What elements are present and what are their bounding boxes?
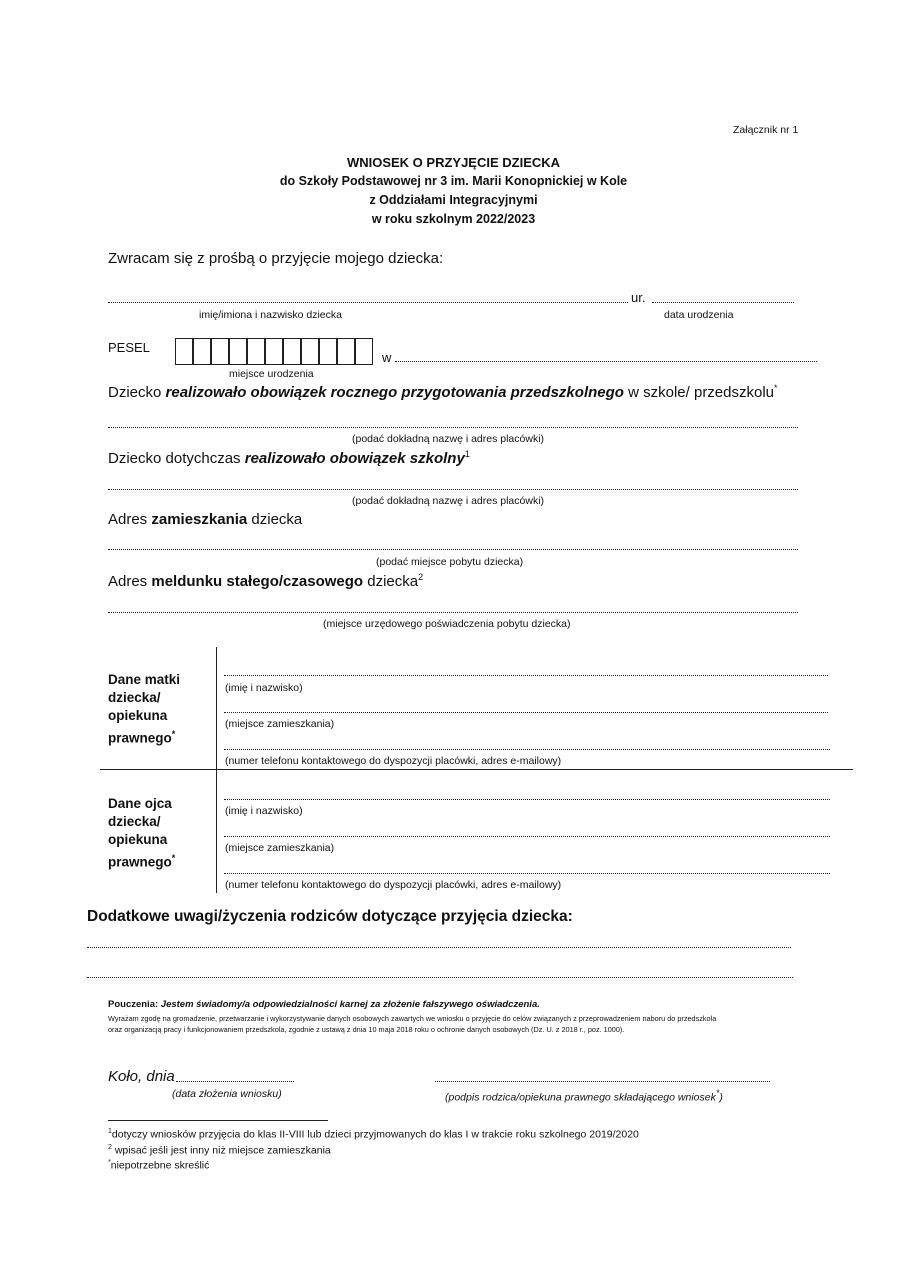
mother-label-line2: dziecka/: [108, 690, 161, 705]
father-sup: *: [171, 853, 176, 863]
intro-text: Zwracam się z prośbą o przyjęcie mojego dziecka:: [108, 250, 444, 267]
father-name-caption: (imię i nazwisko): [225, 805, 303, 817]
school-caption: (podać dokładną nazwę i adres placówki): [352, 495, 545, 507]
father-contact-caption: (numer telefonu kontaktowego do dyspozycji placówki, adres e-mailowy): [225, 879, 562, 891]
pesel-digit-box[interactable]: [283, 338, 301, 365]
registration-bold: meldunku stałego/czasowego: [151, 573, 364, 590]
preschool-post: w szkole/ przedszkolu: [623, 384, 775, 401]
mother-contact-caption: (numer telefonu kontaktowego do dyspozycji placówki, adres e-mailowy): [225, 755, 562, 767]
pesel-digit-box[interactable]: [355, 338, 373, 365]
form-title: WNIOSEK O PRZYJĘCIE DZIECKA: [346, 155, 561, 170]
form-subtitle-school: do Szkoły Podstawowej nr 3 im. Marii Konopnickiej w Kole: [279, 174, 628, 188]
father-name-field[interactable]: [224, 799, 830, 800]
pesel-digit-box[interactable]: [337, 338, 355, 365]
mother-label-line3: opiekuna: [108, 708, 168, 723]
footnote-1: [108, 1128, 639, 1141]
footnote-1-text: dotyczy wniosków przyjęcia do klas II-VIII lub dzieci przyjmowanych do klas I w trakcie roku szkolnego 2019/2020: [111, 1128, 639, 1141]
school-sup: 1: [464, 449, 470, 459]
mother-name-field[interactable]: [224, 675, 828, 676]
registration-caption: (miejsce urzędowego poświadczenia pobytu dziecka): [323, 618, 571, 630]
form-subtitle-year: w roku szkolnym 2022/2023: [371, 212, 536, 226]
consent-line2: oraz organizacją pracy i funkcjonowaniem przedszkola, zgodnie z ustawą z dnia 10 maja 2018 roku o ochronie danych osobowych (Dz. U. z 2018 r., poz. 1000).: [108, 1025, 625, 1034]
footnote-3-sup: *: [108, 1159, 111, 1166]
residence-bold: zamieszkania: [151, 511, 248, 528]
remarks-heading: Dodatkowe uwagi/życzenia rodziców dotyczące przyjęcia dziecka:: [87, 908, 573, 925]
mother-sup: *: [171, 729, 176, 739]
preschool-field[interactable]: [108, 427, 798, 428]
school-field[interactable]: [108, 489, 798, 490]
parents-vertical-divider: [216, 647, 217, 893]
w-label: w: [382, 350, 392, 365]
signature-caption-sup: *: [715, 1088, 720, 1098]
preschool-pre: Dziecko: [108, 384, 166, 401]
notice-statement: [108, 999, 540, 1010]
signature-caption: [445, 1088, 723, 1104]
child-name-caption: imię/imiona i nazwisko dziecka: [199, 309, 342, 321]
date-field[interactable]: [176, 1081, 294, 1082]
footnote-1-sup: 1: [108, 1128, 112, 1135]
parents-horizontal-divider: [100, 769, 853, 770]
date-caption: (data złożenia wniosku): [172, 1088, 282, 1100]
signature-field[interactable]: [435, 1081, 770, 1082]
child-name-field[interactable]: [108, 302, 628, 303]
birthplace-caption: miejsce urodzenia: [229, 368, 314, 380]
preschool-sup: *: [774, 383, 778, 393]
pesel-label: PESEL: [108, 340, 150, 355]
residence-pre: Adres: [108, 511, 152, 528]
mother-label-line1: Dane matki: [108, 672, 181, 687]
pesel-digit-box[interactable]: [319, 338, 337, 365]
preschool-question: [108, 383, 778, 401]
father-label-line3: opiekuna: [108, 832, 168, 847]
birthdate-caption: data urodzenia: [664, 309, 734, 321]
mother-section-label: [108, 671, 180, 748]
pesel-digit-box[interactable]: [301, 338, 319, 365]
school-bold: realizowało obowiązek szkolny: [244, 450, 465, 467]
preschool-caption: (podać dokładną nazwę i adres placówki): [352, 433, 545, 445]
signature-caption-close: ): [719, 1091, 723, 1104]
remarks-field-line2[interactable]: [87, 977, 793, 978]
mother-address-field[interactable]: [224, 712, 828, 713]
footnote-3-text: niepotrzebne skreślić: [110, 1159, 210, 1172]
residence-caption: (podać miejsce pobytu dziecka): [376, 556, 524, 568]
place-date-label: Koło, dnia: [108, 1068, 175, 1085]
school-question: [108, 449, 470, 467]
footnote-3: [108, 1159, 209, 1172]
mother-contact-field[interactable]: [224, 749, 830, 750]
mother-name-caption: (imię i nazwisko): [225, 682, 303, 694]
footnote-2-text: wpisać jeśli jest inny niż miejsce zamieszkania: [111, 1144, 331, 1157]
remarks-field-line1[interactable]: [87, 947, 791, 948]
father-contact-field[interactable]: [224, 873, 830, 874]
footnote-separator: [108, 1120, 328, 1121]
pesel-digit-box[interactable]: [211, 338, 229, 365]
residence-field[interactable]: [108, 549, 798, 550]
residence-post: dziecka: [247, 511, 303, 528]
birthdate-field[interactable]: [652, 302, 794, 303]
pesel-digit-box[interactable]: [175, 338, 193, 365]
attachment-label: Załącznik nr 1: [733, 124, 799, 136]
registration-field[interactable]: [108, 612, 798, 613]
school-pre: Dziecko dotychczas: [108, 450, 245, 467]
pesel-digit-box[interactable]: [265, 338, 283, 365]
residence-question: [108, 511, 302, 528]
preschool-bold: realizowało obowiązek rocznego przygotowania przedszkolnego: [165, 384, 624, 401]
mother-address-caption: (miejsce zamieszkania): [225, 718, 335, 730]
registration-sup: 2: [418, 572, 424, 582]
father-address-field[interactable]: [224, 836, 830, 837]
form-subtitle-integration: z Oddziałami Integracyjnymi: [369, 193, 538, 207]
pesel-digit-box[interactable]: [229, 338, 247, 365]
registration-post: dziecka: [363, 573, 419, 590]
registration-pre: Adres: [108, 573, 152, 590]
mother-label-line4: prawnego: [108, 730, 172, 746]
consent-line1: Wyrażam zgodę na gromadzenie, przetwarzanie i wykorzystywanie danych osobowych zawartych we wniosku o przyjęcie do celów związanych z przeprowadzeniem naboru do przedszkola: [108, 1014, 717, 1023]
father-section-label: [108, 795, 175, 872]
father-label-line2: dziecka/: [108, 814, 161, 829]
footnote-2-sup: 2: [108, 1144, 112, 1151]
pesel-digit-box[interactable]: [193, 338, 211, 365]
pesel-digit-box[interactable]: [247, 338, 265, 365]
birthplace-field[interactable]: [395, 361, 817, 362]
notice-label: Pouczenia:: [108, 999, 161, 1010]
father-address-caption: (miejsce zamieszkania): [225, 842, 335, 854]
notice-statement-text: Jestem świadomy/a odpowiedzialności karnej za złożenie fałszywego oświadczenia.: [160, 999, 540, 1010]
footnote-2: [108, 1144, 331, 1157]
father-label-line4: prawnego: [108, 854, 172, 870]
signature-caption-text: (podpis rodzica/opiekuna prawnego składającego wniosek: [445, 1091, 716, 1104]
ur-label: ur.: [631, 290, 646, 305]
registration-question: [108, 572, 423, 590]
father-label-line1: Dane ojca: [108, 796, 172, 811]
